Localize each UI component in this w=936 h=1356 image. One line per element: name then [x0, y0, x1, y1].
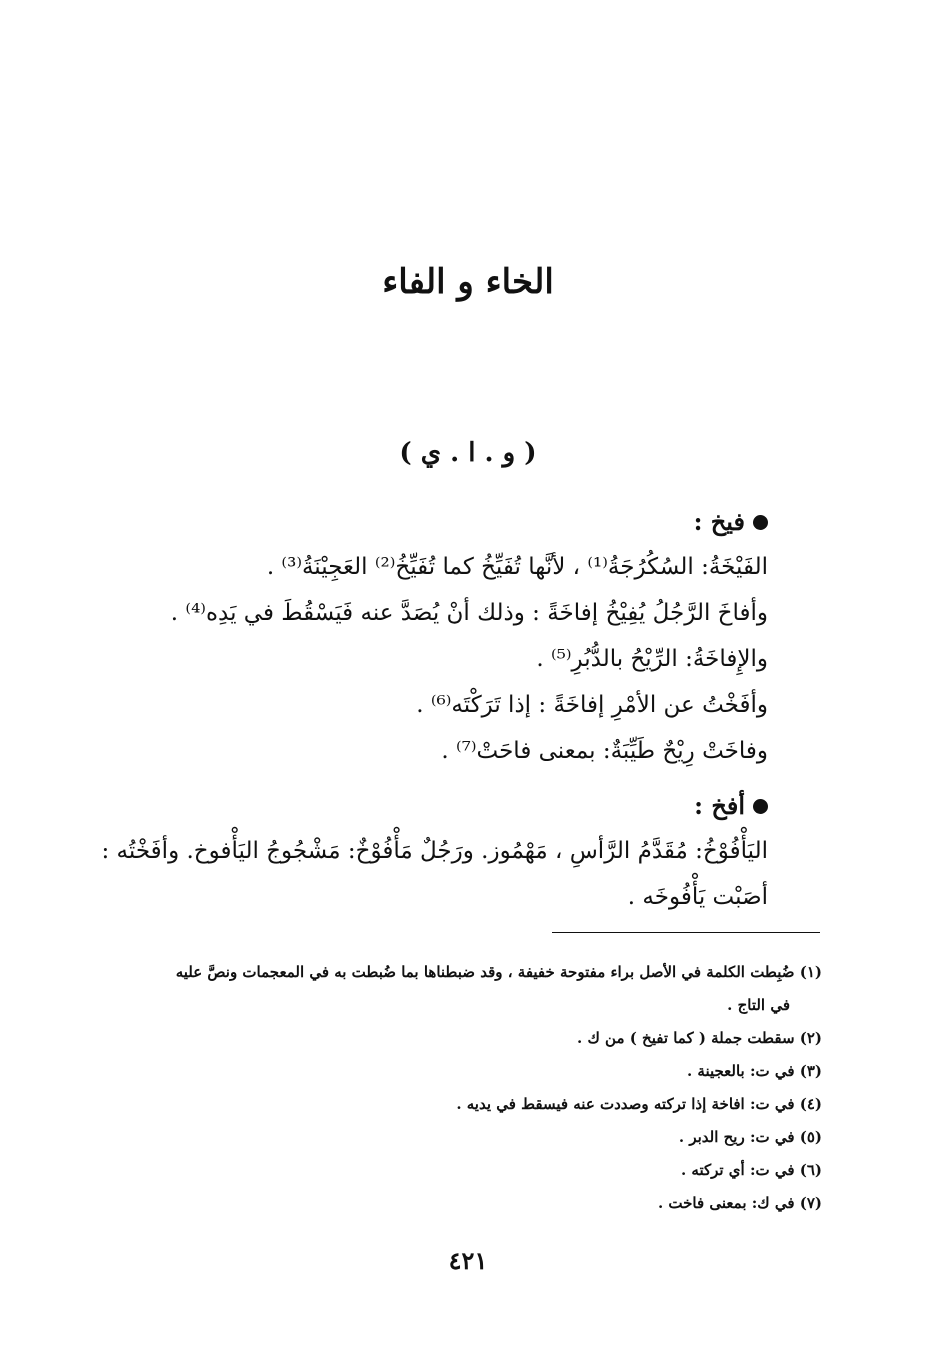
footnotes [96, 956, 822, 1220]
entry-line: والإِفاخَةُ: الرِّيْحُ بالدُّبُرِ⁽⁵⁾ . [536, 646, 768, 672]
entry-line: وأفاخَ الرَّجُلُ يُفِيْخُ إفاخَةً : وذلك أنْ يُصَدَّ عنه فَيَسْقُطَ في يَدِه⁽⁴⁾ . [170, 600, 768, 626]
entry-line: وأفَخْتُ عن الأمْرِ إفاخَةً : إذا تَرَكْتَه⁽⁶⁾ . [416, 692, 768, 718]
footnote: (٥) في ت: ريح الدبر . [678, 1128, 822, 1146]
entry-line: أصَبْت يَأْفُوخَه . [627, 884, 768, 910]
footnote: (٧) في ك: بمعنى فاخت . [657, 1194, 822, 1212]
footnote: (٤) في ت: افاخة إذا تركته وصددت عنه فيسقط في يديه . [456, 1095, 822, 1113]
entry-afkh [96, 784, 768, 920]
footnote: (١) ضُبِطت الكلمة في الأصل براء مفتوحة خفيفة ، وقد ضبطناها بما ضُبطت به في المعجمات ونصَّ عليه [175, 963, 822, 981]
entry-head-word: فيخ : [693, 507, 745, 536]
page-number: ٤٢١ [448, 1246, 488, 1275]
entry-heading [96, 500, 768, 544]
bullet-icon [753, 799, 768, 814]
entry-head-word: أفخ : [694, 791, 745, 820]
entry-heading [96, 784, 768, 828]
entry-line: اليَأْفُوْخُ: مُقَدَّمُ الرَّأسِ ، مَهْمُوز. ورَجُلٌ مَأْفُوْخٌ: مَشْجُوجُ اليَأْفوخ. وأفَخْتُه : [101, 838, 768, 864]
dictionary-entries [96, 500, 768, 920]
footnote: (٣) في ت: بالعجينة . [686, 1062, 822, 1080]
entry-line: الفَيْخَةُ: السُكُرُجَةُ⁽¹⁾ ، لأنَّها تُفَيِّخُ كما تُفَيِّخُ⁽²⁾ العَجِيْنَةُ⁽³⁾ . [266, 554, 768, 580]
footnote: (٦) في ت: أي تركته . [680, 1161, 822, 1179]
entry-fikh [96, 500, 768, 774]
bullet-icon [753, 515, 768, 530]
footnote: (٢) سقطت جملة ( كما تفيخ ) من ك . [577, 1029, 822, 1047]
entry-line: وفاخَتْ رِيْحٌ طَيِّبَةٌ: بمعنى فاحَتْ⁽⁷⁾ . [441, 738, 768, 764]
footnote-continuation: في التاج . [727, 996, 790, 1014]
chapter-title: الخاء و الفاء [382, 262, 554, 302]
root-heading: ( و . ا . ي ) [399, 438, 537, 468]
footnote-divider [552, 932, 820, 933]
